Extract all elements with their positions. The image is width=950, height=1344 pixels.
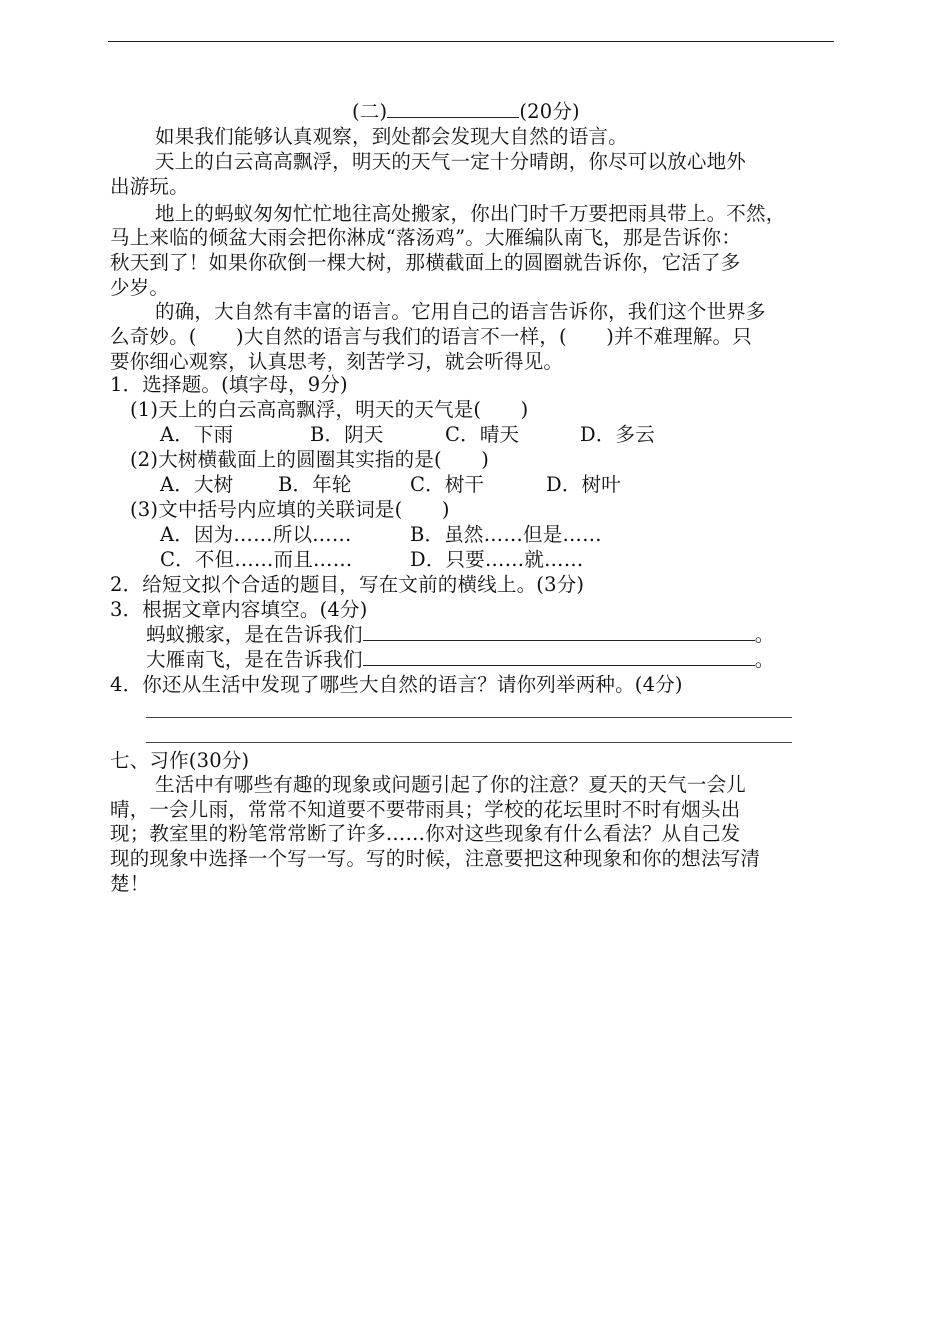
section-heading [352,99,580,124]
prompt-line: 现；教室里的粉笔常常断了许多……你对这些现象有什么看法？从自己发 [110,822,741,845]
option: A．下雨 [160,423,234,446]
answer-line[interactable] [146,742,792,743]
question-3: 3．根据文章内容填空。(4分) [110,598,368,621]
fill-prompt: 蚂蚁搬家，是在告诉我们 [146,623,363,646]
option: D．只要……就…… [410,548,584,571]
answer-line[interactable] [146,717,792,718]
question-1-3: (3)文中括号内应填的关联词是( ) [130,498,450,521]
fill-prompt: 大雁南飞，是在告诉我们 [146,648,363,671]
passage-line: 秋天到了！如果你砍倒一棵大树，那横截面上的圆圈就告诉你，它活了多 [110,251,741,274]
passage-line: 出游玩。 [110,175,189,198]
period: 。 [754,623,775,646]
answer-blank[interactable] [363,622,755,641]
prompt-line: 楚！ [110,872,150,895]
option: C．树干 [410,473,485,496]
passage-line: 么奇妙。( )大自然的语言与我们的语言不一样，( )并不难理解。只 [110,325,752,348]
question-1-1: (1)天上的白云高高飘浮，明天的天气是( ) [130,398,529,421]
question-1-2: (2)大树横截面上的圆圈其实指的是( ) [130,448,490,471]
prompt-line: 晴，一会儿雨，常常不知道要不要带雨具；学校的花坛里时不时有烟头出 [110,798,741,821]
option: A．因为……所以…… [160,523,352,546]
question-3-a [146,622,774,647]
heading-suffix: (20分) [519,100,580,123]
passage-line: 地上的蚂蚁匆匆忙忙地往高处搬家，你出门时千万要把雨具带上。不然， [155,202,786,225]
option: D．多云 [580,423,655,446]
option: D．树叶 [546,473,621,496]
option: C．晴天 [445,423,520,446]
question-1-title: 1．选择题。(填字母，9分) [110,373,348,396]
answer-blank[interactable] [363,647,755,666]
option: B．虽然……但是…… [410,523,602,546]
prompt-line: 现的现象中选择一个写一写。写的时候，注意要把这种现象和你的想法写清 [110,847,761,870]
option: A．大树 [160,473,234,496]
title-blank[interactable] [387,99,519,118]
prompt-line: 生活中有哪些有趣的现象或问题引起了你的注意？夏天的天气一会儿 [155,773,747,796]
question-2: 2．给短文拟个合适的题目，写在文前的横线上。(3分) [110,573,585,596]
heading-prefix: (二) [352,100,388,123]
passage-line: 的确，大自然有丰富的语言。它用自己的语言告诉你，我们这个世界多 [155,300,766,323]
question-4: 4．你还从生活中发现了哪些大自然的语言？请你列举两种。(4分) [110,673,683,696]
passage-line: 少岁。 [110,276,170,299]
passage-line: 如果我们能够认真观察，到处都会发现大自然的语言。 [155,125,628,148]
option: B．年轮 [278,473,352,496]
option: C．不但……而且…… [160,548,353,571]
section-7-heading: 七、习作(30分) [110,749,250,772]
header-rule [108,41,834,42]
passage-line: 天上的白云高高飘浮，明天的天气一定十分晴朗，你尽可以放心地外 [155,150,747,173]
passage-line: 要你细心观察，认真思考，刻苦学习，就会听得见。 [110,350,564,373]
option: B．阴天 [310,423,384,446]
passage-line: 马上来临的倾盆大雨会把你淋成“落汤鸡”。大雁编队南飞，那是告诉你： [110,226,742,249]
question-3-b [146,647,774,672]
period: 。 [754,648,775,671]
